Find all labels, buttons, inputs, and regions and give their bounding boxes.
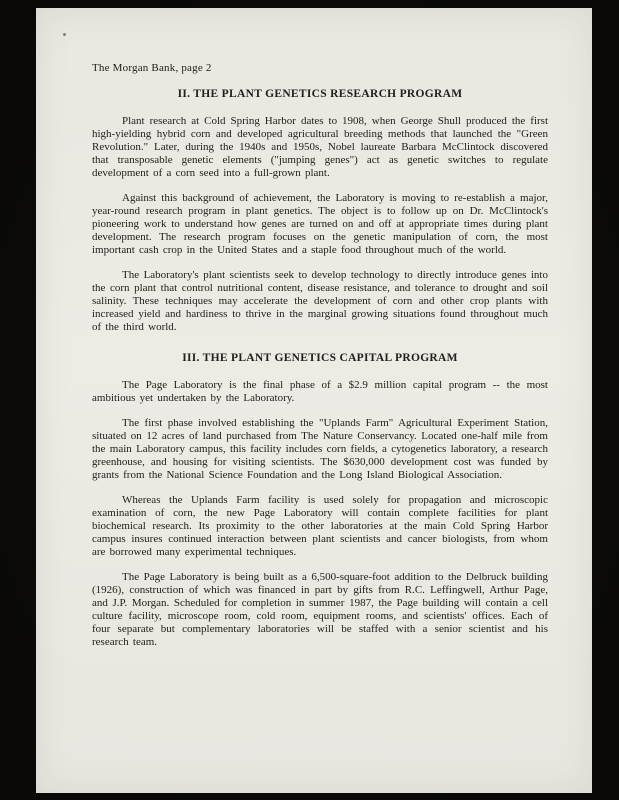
paragraph: The Laboratory's plant scientists seek to develop technology to directly introduce genes into the corn plant that control nutritional content, disease resistance, and tolerance to drought and soil salinity. These techniques may accelerate the development of corn and other crop plants with increased yield and hardiness to thrive in the marginal growing situations found throughout much of the third world. bbox=[92, 269, 548, 333]
paragraph: The Page Laboratory is the final phase of a $2.9 million capital program -- the most ambitious yet undertaken by the Laboratory. bbox=[92, 379, 548, 404]
document-page bbox=[36, 8, 592, 793]
section-title-research: II. THE PLANT GENETICS RESEARCH PROGRAM bbox=[177, 88, 463, 100]
ink-speck bbox=[63, 33, 66, 36]
section-capital-program bbox=[92, 352, 548, 649]
section-title-capital: III. THE PLANT GENETICS CAPITAL PROGRAM bbox=[182, 352, 458, 364]
section-research-program bbox=[92, 88, 548, 334]
paragraph: The Page Laboratory is being built as a 6,500-square-foot addition to the Delbruck building (1926), construction of which was financed in part by gifts from R.C. Leffingwell, Arthur Page, and J.P. Morgan. Scheduled for completion in summer 1987, the Page building will contain a cell culture facility, microscope room, cold room, equipment rooms, and scientists' offices. Each of four separate but complementary laboratories will be staffed with a senior scientist and his research team. bbox=[92, 571, 548, 648]
paragraph: Against this background of achievement, the Laboratory is moving to re-establish a major, year-round research program in plant genetics. The object is to follow up on Dr. McClintock's pioneering work to understand how genes are turned on and off at appropriate times during plant development. The research program focuses on the genetic manipulation of corn, the most important cash crop in the United States and a staple food throughout much of the world. bbox=[92, 192, 548, 256]
page-header: The Morgan Bank, page 2 bbox=[92, 62, 212, 74]
paragraph: Plant research at Cold Spring Harbor dates to 1908, when George Shull produced the first high-yielding hybrid corn and developed agricultural breeding methods that launched the "Green Revolution." Later, during the 1940s and 1950s, Nobel laureate Barbara McClintock discovered that transposable genetic elements ("jumping genes") act as genetic switches to regulate development of a corn seed into a full-grown plant. bbox=[92, 115, 548, 179]
paragraph: Whereas the Uplands Farm facility is used solely for propagation and microscopic examination of corn, the new Page Laboratory will contain complete facilities for plant biochemical research. Its proximity to the other laboratories at the main Cold Spring Harbor campus insures continued interaction between plant scientists and cancer biologists, from whom are borrowed many experimental techniques. bbox=[92, 494, 548, 558]
page-content bbox=[92, 62, 548, 661]
paragraph: The first phase involved establishing the "Uplands Farm" Agricultural Experiment Station, situated on 12 acres of land purchased from The Nature Conservancy. Located one-half mile from the main Laboratory campus, this facility includes corn fields, a cytogenetics laboratory, a research greenhouse, and housing for visiting scientists. The $630,000 development cost was funded by grants from the National Science Foundation and the Long Island Biological Association. bbox=[92, 417, 548, 481]
